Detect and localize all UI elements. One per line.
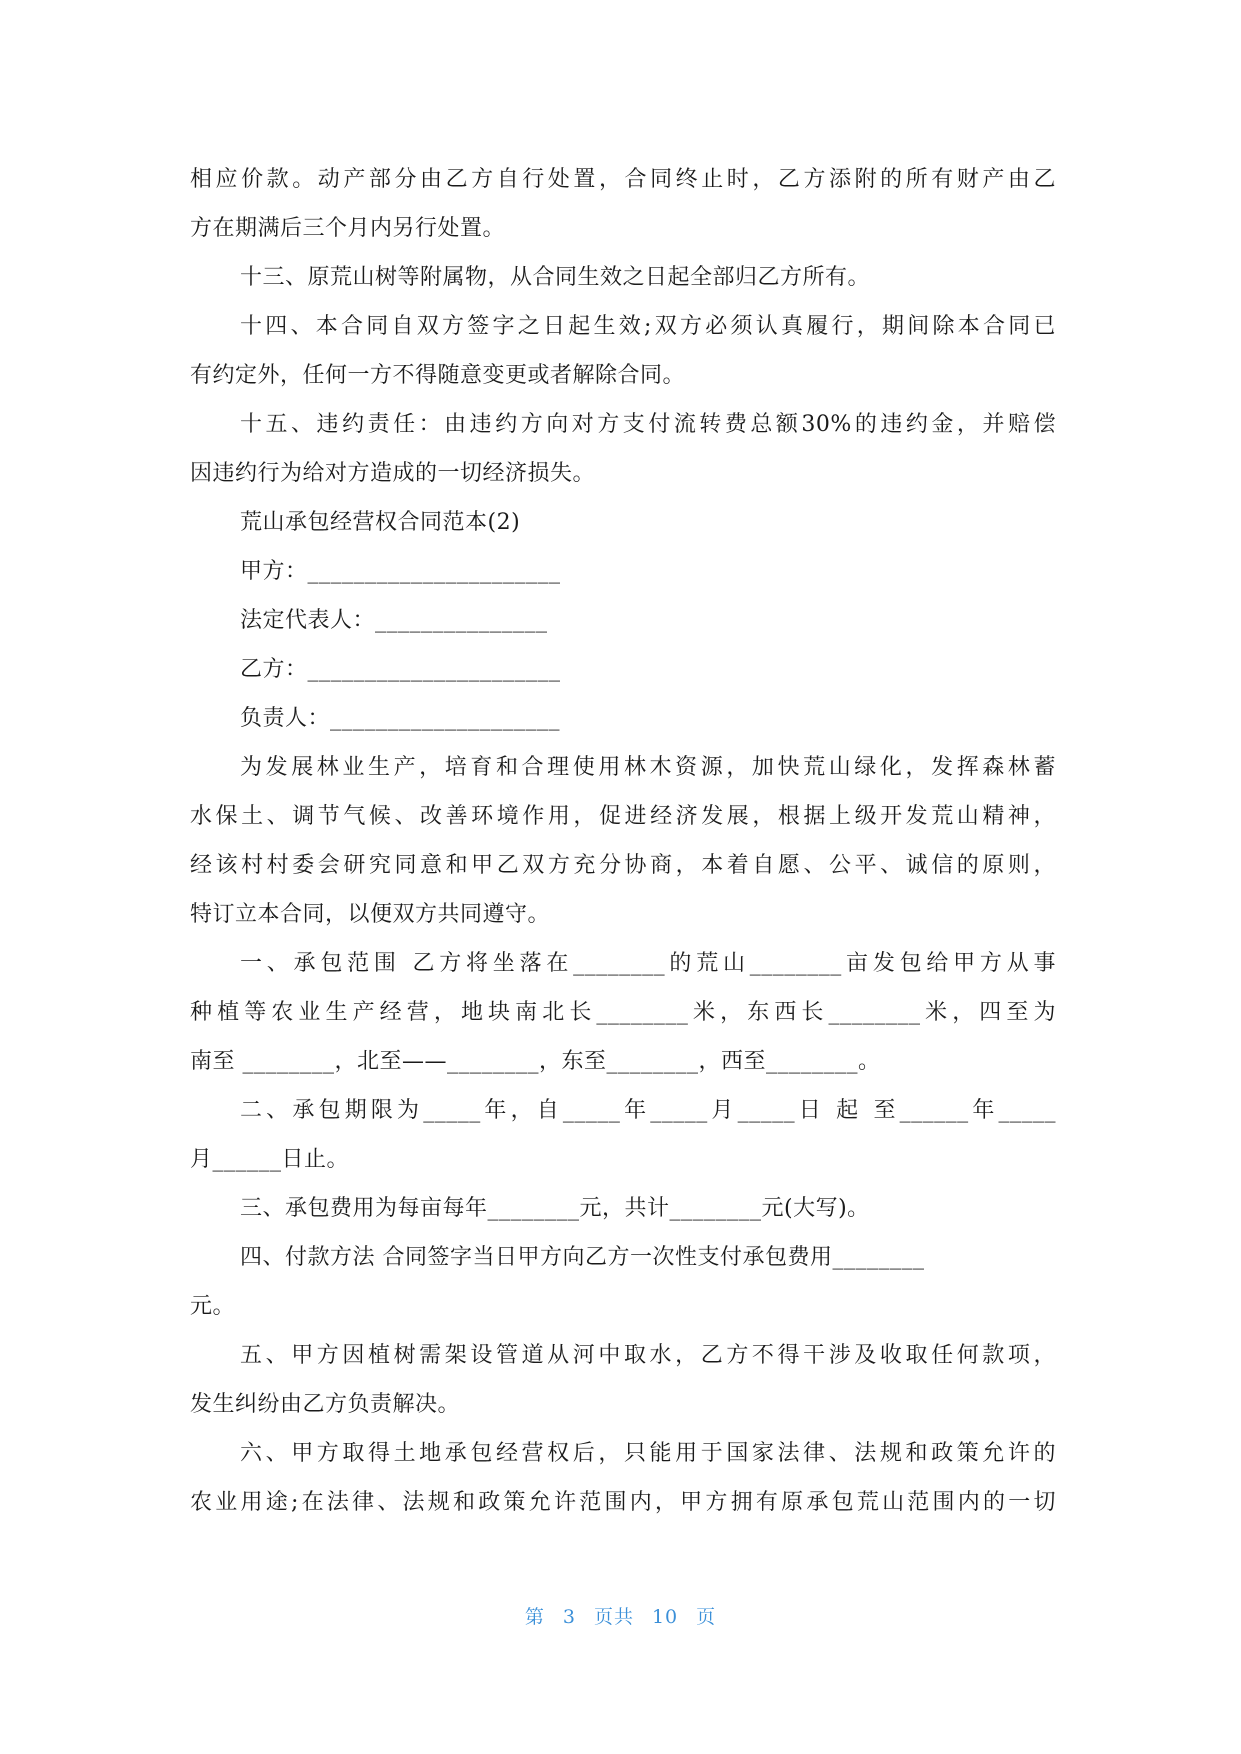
paragraph-line: 元。 (190, 1294, 236, 1319)
page-footer (0, 1602, 1241, 1629)
party-b-field: 乙方：______________________ (240, 657, 561, 682)
paragraph-line: 四、付款方法 合同签字当日甲方向乙方一次性支付承包费用________ (240, 1245, 925, 1270)
section-title: 荒山承包经营权合同范本(2) (240, 510, 521, 535)
paragraph-line: 为发展林业生产，培育和合理使用林木资源，加快荒山绿化，发挥森林蓄 (240, 755, 1056, 780)
paragraph-line: 十四、本合同自双方签字之日起生效;双方必须认真履行，期间除本合同已 (240, 314, 1056, 339)
paragraph-line: 经该村村委会研究同意和甲乙双方充分协商，本着自愿、公平、诚信的原则， (190, 853, 1056, 878)
document-body (190, 155, 1056, 1527)
paragraph-line: 十三、原荒山树等附属物，从合同生效之日起全部归乙方所有。 (240, 265, 871, 290)
paragraph-line: 相应价款。动产部分由乙方自行处置，合同终止时，乙方添附的所有财产由乙 (190, 167, 1056, 192)
paragraph-line: 六、甲方取得土地承包经营权后，只能用于国家法律、法规和政策允许的 (240, 1441, 1056, 1466)
paragraph-line: 南至 ________，北至——________，东至________，西至________。 (190, 1049, 881, 1074)
paragraph-line: 有约定外，任何一方不得随意变更或者解除合同。 (190, 363, 686, 388)
paragraph-line: 特订立本合同，以便双方共同遵守。 (190, 902, 551, 927)
page-label: 页共 (593, 1606, 634, 1628)
page-label: 第 (524, 1606, 545, 1628)
paragraph-line: 二、承包期限为_____年，自_____年_____月_____日 起 至______年_____ (240, 1098, 1056, 1123)
page-label: 页 (696, 1606, 717, 1628)
paragraph-line: 水保土、调节气候、改善环境作用，促进经济发展，根据上级开发荒山精神， (190, 804, 1056, 829)
paragraph-line: 方在期满后三个月内另行处置。 (190, 216, 506, 241)
paragraph-line: 种植等农业生产经营，地块南北长________米，东西长________米，四至为 (190, 1000, 1056, 1025)
paragraph-line: 月______日止。 (190, 1147, 350, 1172)
paragraph-line: 发生纠纷由乙方负责解决。 (190, 1392, 461, 1417)
person-in-charge-field: 负责人：____________________ (240, 706, 561, 731)
paragraph-line: 十五、违约责任：由违约方向对方支付流转费总额30%的违约金，并赔偿 (240, 412, 1056, 437)
paragraph-line: 农业用途;在法律、法规和政策允许范围内，甲方拥有原承包荒山范围内的一切 (190, 1490, 1056, 1515)
total-pages-number: 10 (651, 1606, 679, 1628)
paragraph-line: 一、承包范围 乙方将坐落在________的荒山________亩发包给甲方从事 (240, 951, 1056, 976)
paragraph-line: 三、承包费用为每亩每年________元，共计________元(大写)。 (240, 1196, 870, 1221)
paragraph-line: 五、甲方因植树需架设管道从河中取水，乙方不得干涉及收取任何款项， (240, 1343, 1056, 1368)
current-page-number: 3 (562, 1606, 576, 1628)
paragraph-line: 因违约行为给对方造成的一切经济损失。 (190, 461, 596, 486)
party-a-field: 甲方：______________________ (240, 559, 561, 584)
legal-representative-field: 法定代表人：_______________ (240, 608, 548, 633)
